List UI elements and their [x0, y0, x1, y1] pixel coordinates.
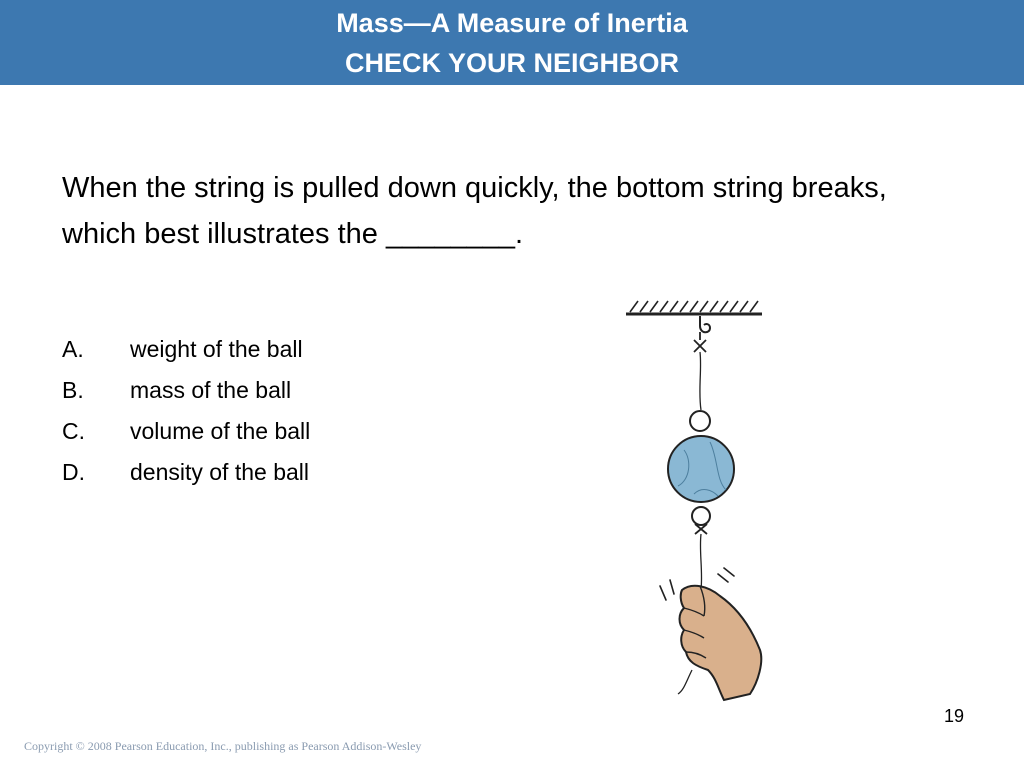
ball-icon: [668, 436, 734, 502]
question-text: When the string is pulled down quickly, the bottom string breaks, which best illustrates the ________.: [62, 172, 887, 250]
bottom-string: [700, 534, 701, 590]
option-text: weight of the ball: [130, 336, 303, 362]
title-banner: [0, 0, 1024, 85]
option-letter: B.: [62, 377, 84, 403]
top-knot-icon: [694, 332, 706, 352]
bottom-loop-icon: [692, 507, 710, 525]
slide-subtitle: CHECK YOUR NEIGHBOR: [344, 48, 680, 78]
option-text: mass of the ball: [130, 377, 292, 403]
page-number: 19: [943, 706, 964, 726]
slide-title: Mass—A Measure of Inertia: [336, 8, 688, 38]
copyright-notice: Copyright © 2008 Pearson Education, Inc., publishing as Pearson Addison-Wesley: [24, 739, 422, 753]
loose-string-end: [678, 670, 692, 694]
hook-icon: [700, 316, 710, 332]
option-text: density of the ball: [130, 459, 310, 485]
hand-icon: [680, 586, 762, 700]
option-letter: D.: [62, 459, 85, 485]
ceiling-icon: [626, 301, 762, 314]
option-letter: C.: [62, 418, 85, 444]
option-letter: A.: [62, 336, 84, 362]
option-text: volume of the ball: [130, 418, 311, 444]
top-loop-icon: [690, 411, 710, 431]
hanging-ball-illustration: [600, 290, 800, 710]
top-string: [700, 352, 701, 410]
